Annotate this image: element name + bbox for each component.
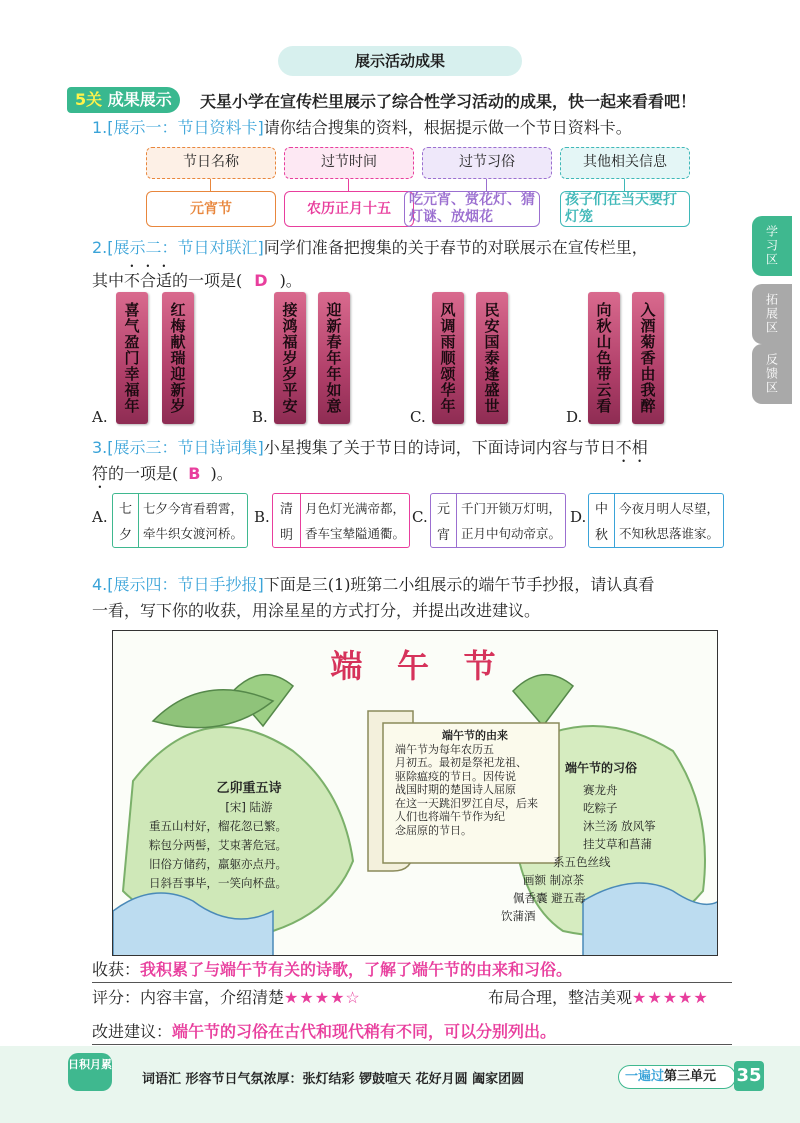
q2-answer: D [254,271,268,290]
side-tab-label: 拓展区 [764,293,779,335]
score-row-2 [488,986,709,1010]
q3-text: 小星搜集了关于节日的诗词，下面诗词内容与节日 [263,438,616,457]
card-body [404,191,540,227]
question-1 [92,116,632,140]
couplet-scroll [476,292,508,424]
unit-label: 第三单元 [664,1069,717,1084]
score-stars: ★★★★☆ [284,988,361,1007]
poem-line: 不知秋思落谁家。 [618,525,719,541]
origin-section [395,729,555,837]
origin-line: 战国时期的楚国诗人屈原 [395,783,516,796]
festival-char: 明 [279,528,293,544]
option-letter: A. [92,408,108,426]
option-letter: C. [412,508,428,526]
custom-item: 画额 制凉茶 [523,873,585,887]
origin-line: 月初五。最初是祭祀龙祖、 [395,756,527,769]
card-answer: 元宵节 [190,200,232,217]
card-body [146,191,276,227]
festival-char: 宵 [436,528,450,544]
couplet-scroll [274,292,306,424]
customs-title: 端午节的习俗 [565,761,638,775]
origin-line: 端午节为每年农历五 [395,742,494,756]
origin-title: 端午节的由来 [442,729,508,742]
couplet-text: 风调雨顺颂华年 [438,302,457,414]
card-body [284,191,414,227]
q3-text: 的一项是( [108,464,179,483]
option-letter: B. [254,508,270,526]
poster-poem-line: 日斜吾事毕，一笑向杯盘。 [149,876,287,890]
card-connector [624,179,625,191]
card-head [422,147,552,179]
q2-emphasis: 不合适 [124,271,173,290]
couplet-text: 向秋山色带云看 [594,302,613,414]
q3-emphasis: 不相 [615,438,648,457]
question-4 [92,573,654,597]
custom-item: 挂艾草和菖蒲 [583,837,652,851]
poem-line: 千门开锁万灯明， [460,501,561,517]
footer-vocab: 词语汇 形容节日气氛浓厚：张灯结彩 锣鼓喧天 花好月圆 阖家团圆 [142,1072,525,1087]
couplet-scroll [432,292,464,424]
custom-item: 系五色丝线 [553,855,611,869]
card-head-label: 过节时间 [321,154,377,170]
custom-item: 沐兰汤 放风筝 [583,819,656,833]
couplet-scroll [162,292,194,424]
q2-text-1: 同学们准备把搜集的关于春节的对联展示在宣传栏里， [263,238,648,257]
suggest-label: 改进建议： [92,1022,173,1041]
couplet-text: 民安国泰逢盛世 [482,302,501,414]
card-head-label: 过节习俗 [459,154,515,170]
poem-lines [301,494,409,547]
custom-item: 赛龙舟 [583,783,618,797]
gain-label: 收获： [92,960,141,979]
card-head [560,147,690,179]
suggest-answer: 端午节的习俗在古代和现代稍有不同，可以分别列出。 [172,1022,557,1041]
couplet-text: 红梅献瑞迎新岁 [168,302,187,414]
q1-number: 1. [92,118,108,137]
score-criterion: 内容丰富，介绍清楚 [140,988,285,1007]
origin-line: 人们也将端午节作为纪 [395,810,505,823]
q2-text: )。 [279,271,302,290]
couplet-text: 迎新春年年如意 [324,302,343,414]
option-letter: A. [92,508,108,526]
footer-logo: 日积月累 [68,1053,112,1091]
q3-answer: B [188,464,201,483]
card-head-label: 其他相关信息 [583,154,667,170]
card-head [284,147,414,179]
poster-title-char: 午 [396,647,429,685]
poster-poem-title: 乙卯重五诗 [216,781,282,796]
poem-lines [139,494,247,547]
couplet-scroll [632,292,664,424]
question-3-line-2 [92,462,233,492]
origin-line: 在这一天跳汨罗江自尽，后来 [395,796,538,810]
poster-poem-author: [宋] 陆游 [225,800,273,814]
zongzi-icon [513,675,573,726]
score-stars: ★★★★★ [632,988,709,1007]
poster-title-char: 端 [330,647,363,685]
side-tab-study[interactable] [752,216,792,276]
poster-poem-line: 粽包分两髻，艾束著危冠。 [149,838,287,852]
section-intro: 天星小学在宣传栏里展示了综合性学习活动的成果，快一起来看看吧！ [200,92,697,111]
question-2 [92,236,648,260]
poem-line: 月色灯光满帝都， [304,501,405,517]
poem-card [588,493,724,548]
q2-text: 的一项是( [172,271,243,290]
origin-line: 驱除瘟疫的节日。因传说 [395,769,516,783]
option-letter: D. [570,508,587,526]
suggest-row [92,1020,732,1045]
q3-emphasis: 符 [92,464,109,483]
side-tab-feedback[interactable] [752,344,792,404]
poem-line: 香车宝辇隘通衢。 [304,525,405,541]
question-4-line-2: 一看，写下你的收获，用涂星星的方式打分，并提出改进建议。 [92,601,541,620]
q3-number: 3. [92,438,108,457]
poem-lines [457,494,565,547]
q4-text: 下面是三(1)班第二小组展示的端午节手抄报，请认真看 [263,575,655,594]
dragon-boat-poster [112,630,718,956]
card-body [560,191,690,227]
poster-title [313,641,513,687]
q1-text: 请你结合搜集的资料，根据提示做一个节日资料卡。 [263,118,632,137]
q2-number: 2. [92,238,108,257]
gain-row [92,958,732,983]
poem-festival [431,494,457,547]
poem-section [149,779,349,893]
side-tab-label: 反馈区 [764,353,779,395]
poster-poem-line: 旧俗方储药，羸躯亦点丹。 [149,857,287,871]
festival-char: 中 [594,501,608,517]
card-head [146,147,276,179]
festival-char: 七 [118,501,132,517]
poem-card [430,493,566,548]
option-letter: D. [566,408,583,426]
poem-line: 牵牛织女渡河桥。 [142,525,243,541]
section-name: 成果展示 [107,90,172,109]
customs-list [583,781,656,853]
poem-line: 今夜月明人尽望， [618,501,719,517]
page-title: 展示活动成果 [278,46,522,76]
q1-tag: [展示一：节日资料卡] [107,118,264,137]
unit-prefix: 一遍过 [625,1069,665,1084]
poster-poem-line: 重五山村好，榴花忽已繁。 [149,819,287,833]
poem-card [112,493,248,548]
couplet-scroll [588,292,620,424]
customs-list-2 [553,853,611,871]
festival-char: 秋 [594,528,608,544]
q3-text: )。 [210,464,233,483]
festival-char: 元 [436,501,450,517]
couplet-scroll [318,292,350,424]
section-tag [67,87,180,113]
q4-tag: [展示四：节日手抄报] [107,575,264,594]
custom-item: 佩香囊 避五毒 [513,891,586,905]
card-connector [348,179,349,191]
couplet-text: 入酒菊香由我醉 [638,302,657,414]
side-tab-label: 学习区 [764,225,779,267]
custom-item: 饮蒲酒 [501,909,536,923]
q4-number: 4. [92,575,108,594]
customs-section [565,759,705,777]
poster-title-char: 节 [463,647,496,685]
score-row [92,986,361,1010]
section-level: 5关 [75,90,103,109]
festival-char: 清 [279,501,293,517]
poem-line: 七夕今宵看碧霄， [142,501,243,517]
card-head-label: 节日名称 [183,154,239,170]
card-connector [486,179,487,191]
poem-festival [113,494,139,547]
card-connector [210,179,211,191]
card-answer: 孩子们在当天要打灯笼 [565,192,677,225]
option-letter: B. [252,408,268,426]
poem-festival [589,494,615,547]
score-criterion: 布局合理，整洁美观 [488,988,633,1007]
customs-list-3 [513,871,586,907]
unit-tag [618,1065,736,1089]
page-number: 35 [734,1061,764,1091]
card-answer: 吃元宵、赏花灯、猜灯谜、放烟花 [409,192,535,225]
q2-tag: [展示二：节日对联汇] [107,238,264,257]
leaf-icon [153,690,273,728]
poem-lines [615,494,723,547]
side-tab-extend[interactable] [752,284,792,344]
card-answer: 农历正月十五 [307,200,391,217]
customs-list-4 [501,907,536,925]
couplet-text: 喜气盈门幸福年 [122,302,141,414]
origin-line: 念屈原的节日。 [395,823,472,837]
gain-answer: 我积累了与端午节有关的诗歌，了解了端午节的由来和习俗。 [140,960,573,979]
q3-tag: [展示三：节日诗词集] [107,438,264,457]
q2-text: 其中 [92,271,125,290]
couplet-text: 接鸿福岁岁平安 [280,302,299,414]
couplet-scroll [116,292,148,424]
poem-festival [273,494,301,547]
poem-card [272,493,410,548]
score-label: 评分： [92,988,141,1007]
option-letter: C. [410,408,426,426]
question-2-line-2 [92,262,302,293]
festival-char: 夕 [118,528,132,544]
poem-line: 正月中旬动帝京。 [460,525,561,541]
custom-item: 吃粽子 [583,801,618,815]
